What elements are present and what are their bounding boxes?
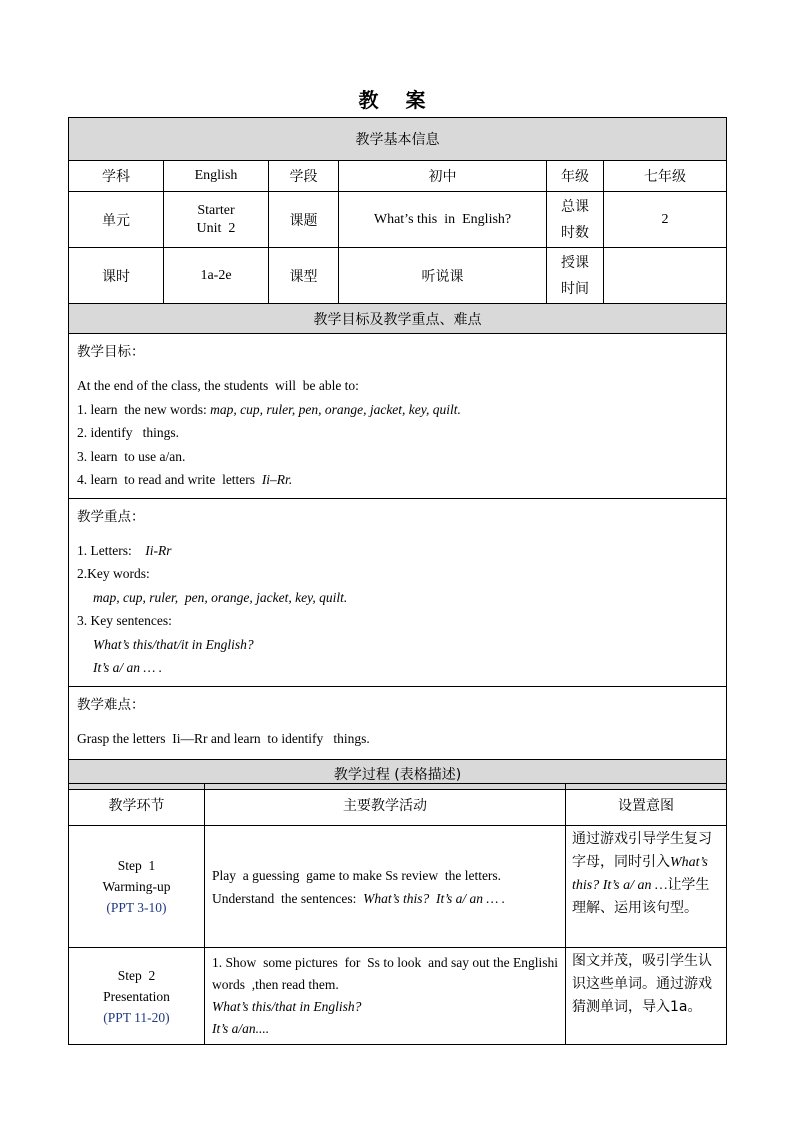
stage-label: 学段 <box>269 161 339 192</box>
period-label: 课时 <box>69 248 164 304</box>
lesson-type-value: 听说课 <box>339 248 547 304</box>
key-letters <box>77 539 718 563</box>
step1-sub: Warming-up <box>102 879 171 894</box>
total-hours-label <box>547 192 604 248</box>
difficulties-section <box>69 686 727 759</box>
goal-item-4-text: 4. learn to read and write letters <box>77 472 262 487</box>
step2-cell <box>69 948 205 1045</box>
teaching-time-value <box>604 248 727 304</box>
total-hours-label-line2: 时数 <box>561 224 589 241</box>
unit-value-line1: Starter <box>197 202 235 218</box>
step1-activity-2-text: Understand the sentences: <box>212 890 364 906</box>
key-words-list: map, cup, ruler, pen, orange, jacket, key, quilt. <box>93 589 348 605</box>
grade-label: 年级 <box>547 161 604 192</box>
step2-sub: Presentation <box>103 988 170 1004</box>
unit-label: 单元 <box>69 192 164 248</box>
step1-activity-1: Play a guessing game to make Ss review the letters. <box>212 867 502 883</box>
teaching-time-label-line2: 时间 <box>561 280 589 297</box>
step2-purpose: 图文并茂，吸引学生认识这些单词。通过游戏猜测单词，导入1a。 <box>566 948 727 1045</box>
key-sentence-1: What’s this/that/it in English? <box>93 636 254 652</box>
goal-item-4-letters: Ii–Rr. <box>261 472 293 487</box>
goal-item-2: 2. identify things. <box>77 425 179 440</box>
process-header: 教学过程 (表格描述) <box>69 759 727 789</box>
col-header-stage: 教学环节 <box>69 784 205 826</box>
key-sentence-2: It’s a/ an … . <box>93 660 163 675</box>
total-hours-label-line1: 总课 <box>561 198 589 215</box>
goal-item-1 <box>77 398 718 422</box>
goal-item-1-text: 1. learn the new words: <box>77 401 211 417</box>
col-header-purpose: 设置意图 <box>566 784 727 826</box>
step1-purpose-text: 通过游戏引导学生复习字母，同时引入 <box>572 831 712 870</box>
process-table <box>68 783 727 1045</box>
step1-cell <box>69 826 205 948</box>
period-value: 1a-2e <box>164 248 269 304</box>
topic-value: What’s this in English? <box>339 192 547 248</box>
document-title: 教 案 <box>358 88 436 112</box>
teaching-goals-heading: 教学目标： <box>77 344 145 360</box>
key-sentences-label: 3. Key sentences: <box>77 613 172 628</box>
step1-purpose-rest: 让学生理解、运用该句型。 <box>572 877 710 916</box>
unit-value-line2: Unit 2 <box>196 220 236 236</box>
goal-item-3: 3. learn to use a/an. <box>77 448 186 464</box>
subject-value: English <box>164 161 269 192</box>
step1-purpose <box>566 826 727 948</box>
key-points-heading: 教学重点： <box>77 508 145 525</box>
goals-intro: At the end of the class, the students will be able to: <box>77 378 359 393</box>
subject-label: 学科 <box>69 161 164 192</box>
grade-value: 七年级 <box>604 161 727 192</box>
teaching-goals-section <box>69 334 727 499</box>
step1-activities <box>205 826 566 948</box>
key-points-section <box>69 498 727 686</box>
step2-ppt: (PPT 11-20) <box>103 1009 170 1025</box>
goal-item-4 <box>77 468 718 492</box>
key-letters-label: 1. Letters: <box>77 542 146 558</box>
step1-ppt: (PPT 3-10) <box>106 900 167 915</box>
unit-value <box>164 192 269 248</box>
basic-info-header: 教学基本信息 <box>69 118 727 161</box>
topic-label: 课题 <box>269 192 339 248</box>
goals-header: 教学目标及教学重点、难点 <box>69 304 727 334</box>
goal-item-1-words: map, cup, ruler, pen, orange, jacket, key, quilt. <box>210 401 461 417</box>
step2-activity-3: It’s a/an.... <box>212 1021 270 1036</box>
step2-activity-2: What’s this/that in English? <box>212 999 362 1014</box>
key-words-label: 2.Key words: <box>77 566 150 581</box>
stage-value: 初中 <box>339 161 547 192</box>
col-header-activities: 主要教学活动 <box>205 784 566 826</box>
step2-name: Step 2 <box>117 967 156 983</box>
step2-activities <box>205 948 569 1045</box>
teaching-time-label-line1: 授课 <box>561 254 589 271</box>
step1-purpose-sentence: What’s this? It’s a/ an … <box>572 855 708 893</box>
step1-name: Step 1 <box>117 858 156 873</box>
step2-activity-1: 1. Show some pictures for Ss to look and say out the Englishi words ,then read them. <box>212 955 569 992</box>
basic-info-table <box>68 117 727 790</box>
teaching-time-label <box>547 248 604 304</box>
step1-activity-2-sentences: What’s this? It’s a/ an … . <box>363 890 506 906</box>
difficulties-text: Grasp the letters Ii—Rr and learn to identify things. <box>77 730 370 746</box>
total-hours-value: 2 <box>604 192 727 248</box>
key-letters-value: Ii-Rr <box>145 542 172 558</box>
step1-activity-2 <box>212 887 558 910</box>
lesson-type-label: 课型 <box>269 248 339 304</box>
difficulties-heading: 教学难点： <box>77 696 145 713</box>
